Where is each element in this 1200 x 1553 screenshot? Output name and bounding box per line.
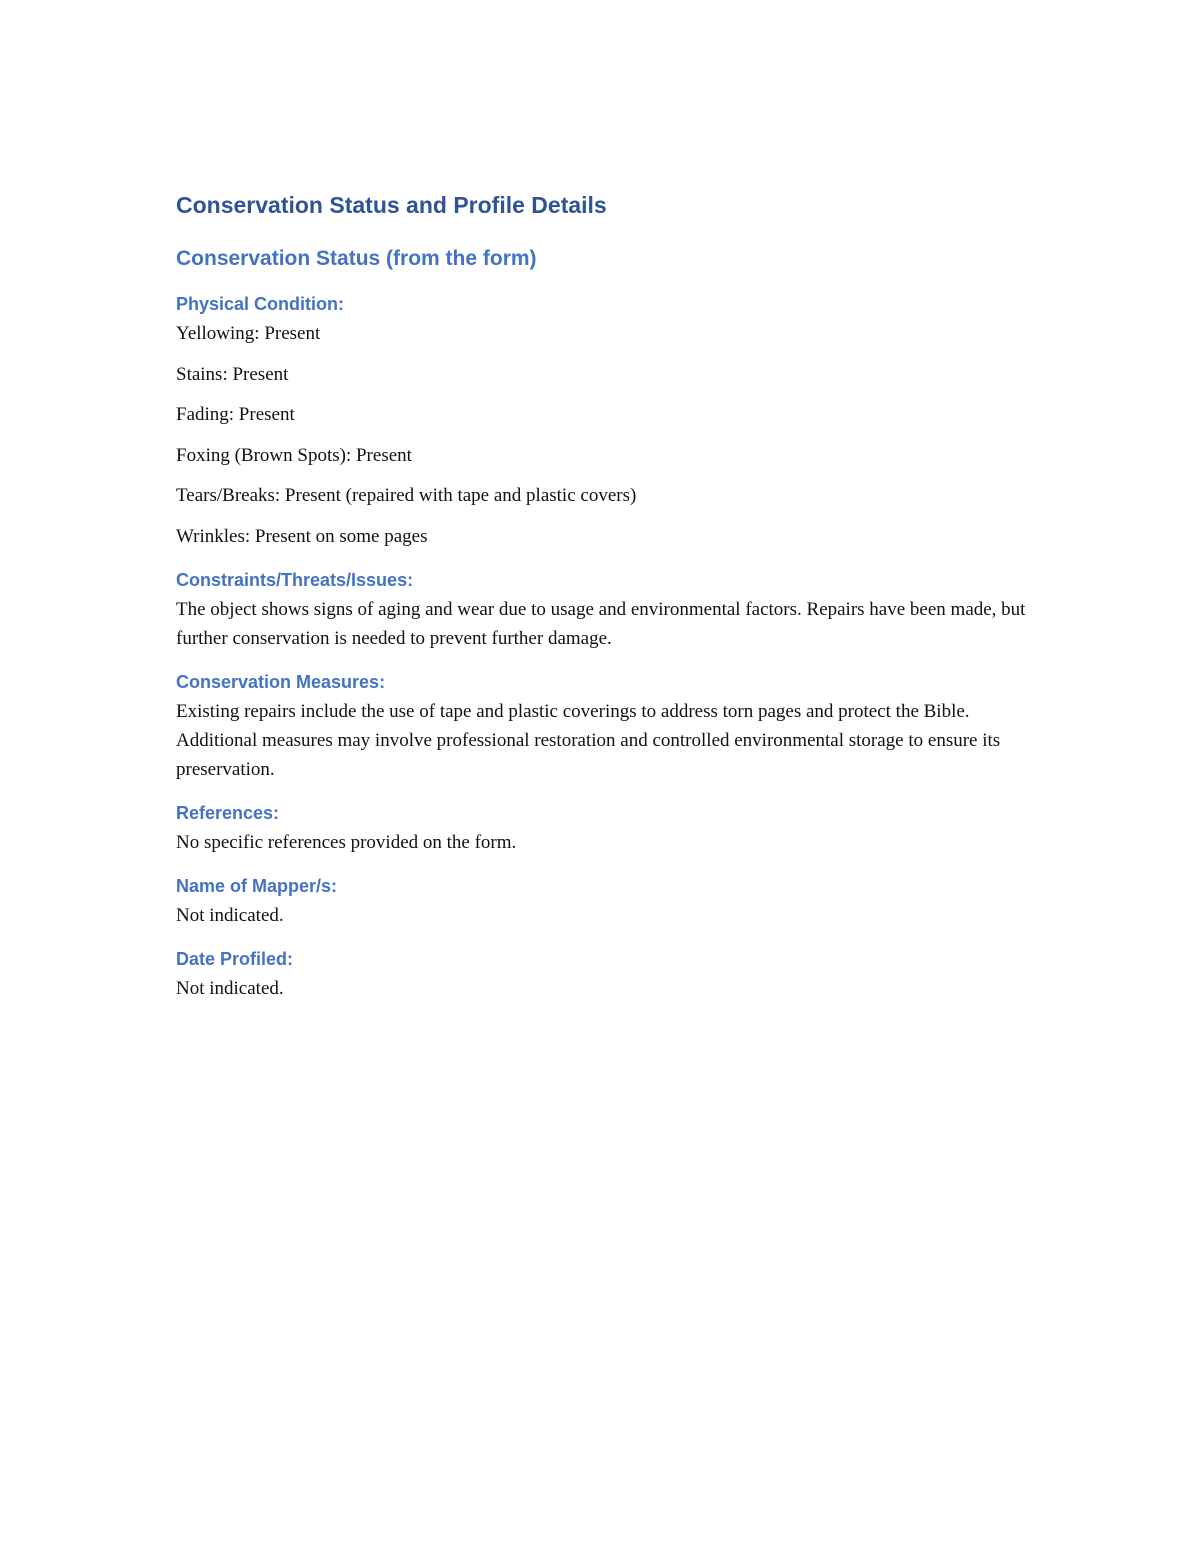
condition-item-yellowing: Yellowing: Present: [176, 323, 321, 344]
physical-condition-heading: Physical Condition:: [176, 294, 345, 314]
condition-item-fading: Fading: Present: [176, 404, 295, 425]
document-title: Conservation Status and Profile Details: [176, 192, 607, 218]
constraints-heading: Constraints/Threats/Issues:: [176, 569, 414, 590]
references-text: No specific references provided on the form.: [176, 831, 517, 853]
mapper-section: [176, 873, 1036, 930]
physical-condition-list: [176, 319, 1036, 551]
condition-item-stains: Stains: Present: [176, 363, 289, 385]
condition-item-tears: Tears/Breaks: Present (repaired with tape and plastic covers): [176, 485, 637, 506]
condition-item-wrinkles: Wrinkles: Present on some pages: [176, 525, 428, 547]
date-profiled-heading: Date Profiled:: [176, 948, 294, 969]
conservation-measures-section: [176, 669, 1036, 784]
conservation-status-subtitle: Conservation Status (from the form): [176, 247, 537, 270]
date-profiled-section: [176, 946, 1036, 1003]
physical-condition-section: [176, 291, 1036, 551]
conservation-measures-heading: Conservation Measures:: [176, 671, 386, 692]
date-profiled-text: Not indicated.: [176, 977, 284, 999]
condition-item-foxing: Foxing (Brown Spots): Present: [176, 444, 412, 466]
mapper-text: Not indicated.: [176, 904, 284, 926]
constraints-section: [176, 567, 1036, 653]
references-section: [176, 800, 1036, 857]
references-heading: References:: [176, 802, 280, 823]
document-page: [176, 188, 1036, 1003]
constraints-text: The object shows signs of aging and wear due to usage and environmental factors. Repairs have been made, but further conservation is needed to prevent further damage.: [176, 598, 1026, 649]
conservation-measures-text: Existing repairs include the use of tape and plastic coverings to address torn pages and protect the Bible. Additional measures may involve professional restoration and controlled environmental storage to ensure its preservation.: [176, 700, 1001, 780]
mapper-heading: Name of Mapper/s:: [176, 875, 338, 896]
